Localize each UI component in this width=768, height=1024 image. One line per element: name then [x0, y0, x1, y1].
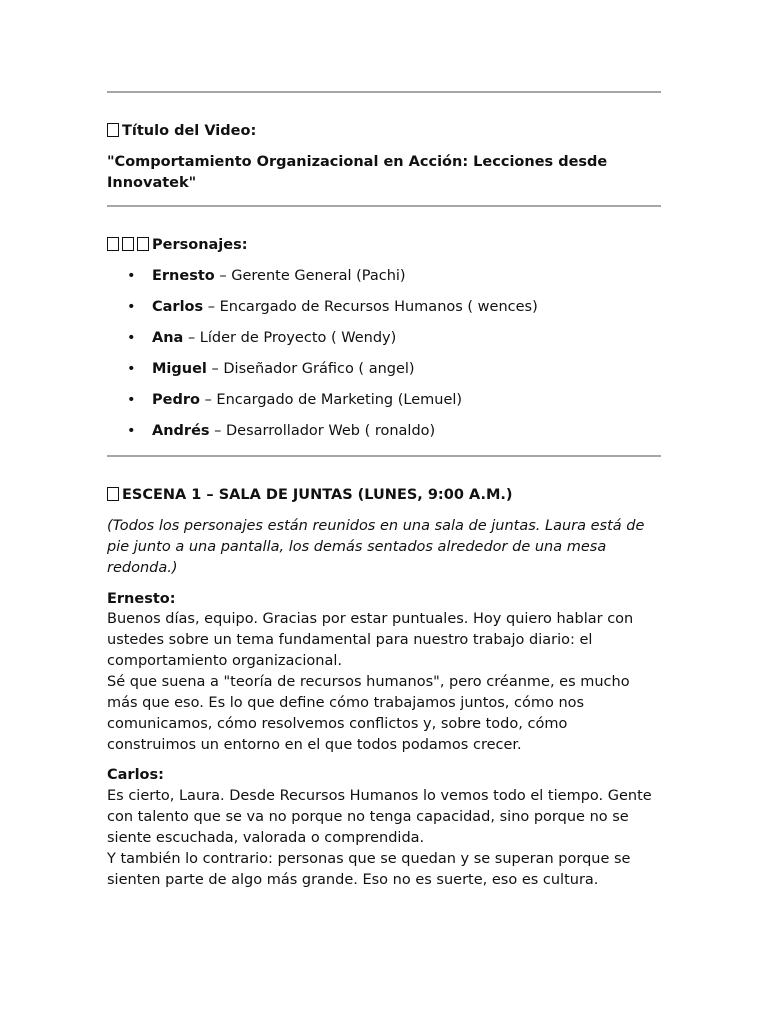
- speaker-name: Ernesto:: [107, 591, 176, 607]
- bullet: •: [127, 299, 136, 315]
- character-name: Ana: [152, 330, 184, 346]
- list-item: [107, 359, 661, 390]
- characters-label: Personajes:: [107, 235, 661, 256]
- list-item: [107, 297, 661, 328]
- scene-heading: ESCENA 1 – SALA DE JUNTAS (LUNES, 9:00 A.M.): [107, 485, 661, 506]
- character-role: – Desarrollador Web ( ronaldo): [209, 423, 436, 439]
- divider: [107, 205, 661, 207]
- list-item: [107, 421, 661, 452]
- bullet: •: [127, 392, 136, 408]
- list-item: [107, 390, 661, 421]
- bullet: •: [127, 330, 136, 346]
- characters-list: [107, 266, 661, 452]
- stage-direction: (Todos los personajes están reunidos en una sala de juntas. Laura está de pie junto a una pantalla, los demás sentados alrededor de una mesa redonda.): [107, 518, 645, 576]
- person-icon: [137, 237, 149, 251]
- video-title: "Comportamiento Organizacional en Acción: Lecciones desde Innovatek": [107, 154, 608, 191]
- character-name: Andrés: [152, 423, 210, 439]
- bullet: •: [127, 423, 136, 439]
- person-icon: [107, 237, 119, 251]
- dialogue-line: Y también lo contrario: personas que se quedan y se superan porque se sienten parte de algo más grande. Eso no es suerte, eso es cultura.: [107, 851, 631, 888]
- dialogue-line: Sé que suena a "teoría de recursos humanos", pero créanme, es mucho más que eso. Es lo que define cómo trabajamos juntos, cómo nos comunicamos, cómo resolvemos conflictos y, sobre todo, cómo construimos un entorno en el que todos podamos crecer.: [107, 674, 630, 753]
- character-role: – Encargado de Marketing (Lemuel): [199, 392, 463, 408]
- character-role: – Gerente General (Pachi): [214, 268, 406, 284]
- bullet: •: [127, 268, 136, 284]
- divider: [107, 455, 661, 457]
- divider: [107, 91, 661, 93]
- list-item: [107, 328, 661, 359]
- character-name: Ernesto: [152, 268, 215, 284]
- video-camera-icon: [107, 123, 119, 137]
- video-title-label: Título del Video:: [107, 121, 661, 142]
- bullet: •: [127, 361, 136, 377]
- character-name: Carlos: [152, 299, 204, 315]
- character-name: Miguel: [152, 361, 207, 377]
- dialogue-line: Es cierto, Laura. Desde Recursos Humanos lo vemos todo el tiempo. Gente con talento que se va no porque no tenga capacidad, sino porque no se siente escuchada, valorada o comprendida.: [107, 788, 652, 846]
- person-icon: [122, 237, 134, 251]
- characters-list-wrapper: [107, 266, 661, 452]
- character-role: – Encargado de Recursos Humanos ( wences): [203, 299, 538, 315]
- dialogue-line: Buenos días, equipo. Gracias por estar puntuales. Hoy quiero hablar con ustedes sobre un tema fundamental para nuestro trabajo diario: el comportamiento organizacional.: [107, 611, 634, 669]
- character-role: – Diseñador Gráfico ( angel): [206, 361, 415, 377]
- character-name: Pedro: [152, 392, 200, 408]
- clapperboard-icon: [107, 487, 119, 501]
- speaker-name: Carlos:: [107, 767, 164, 783]
- character-role: – Líder de Proyecto ( Wendy): [183, 330, 397, 346]
- list-item: [107, 266, 661, 297]
